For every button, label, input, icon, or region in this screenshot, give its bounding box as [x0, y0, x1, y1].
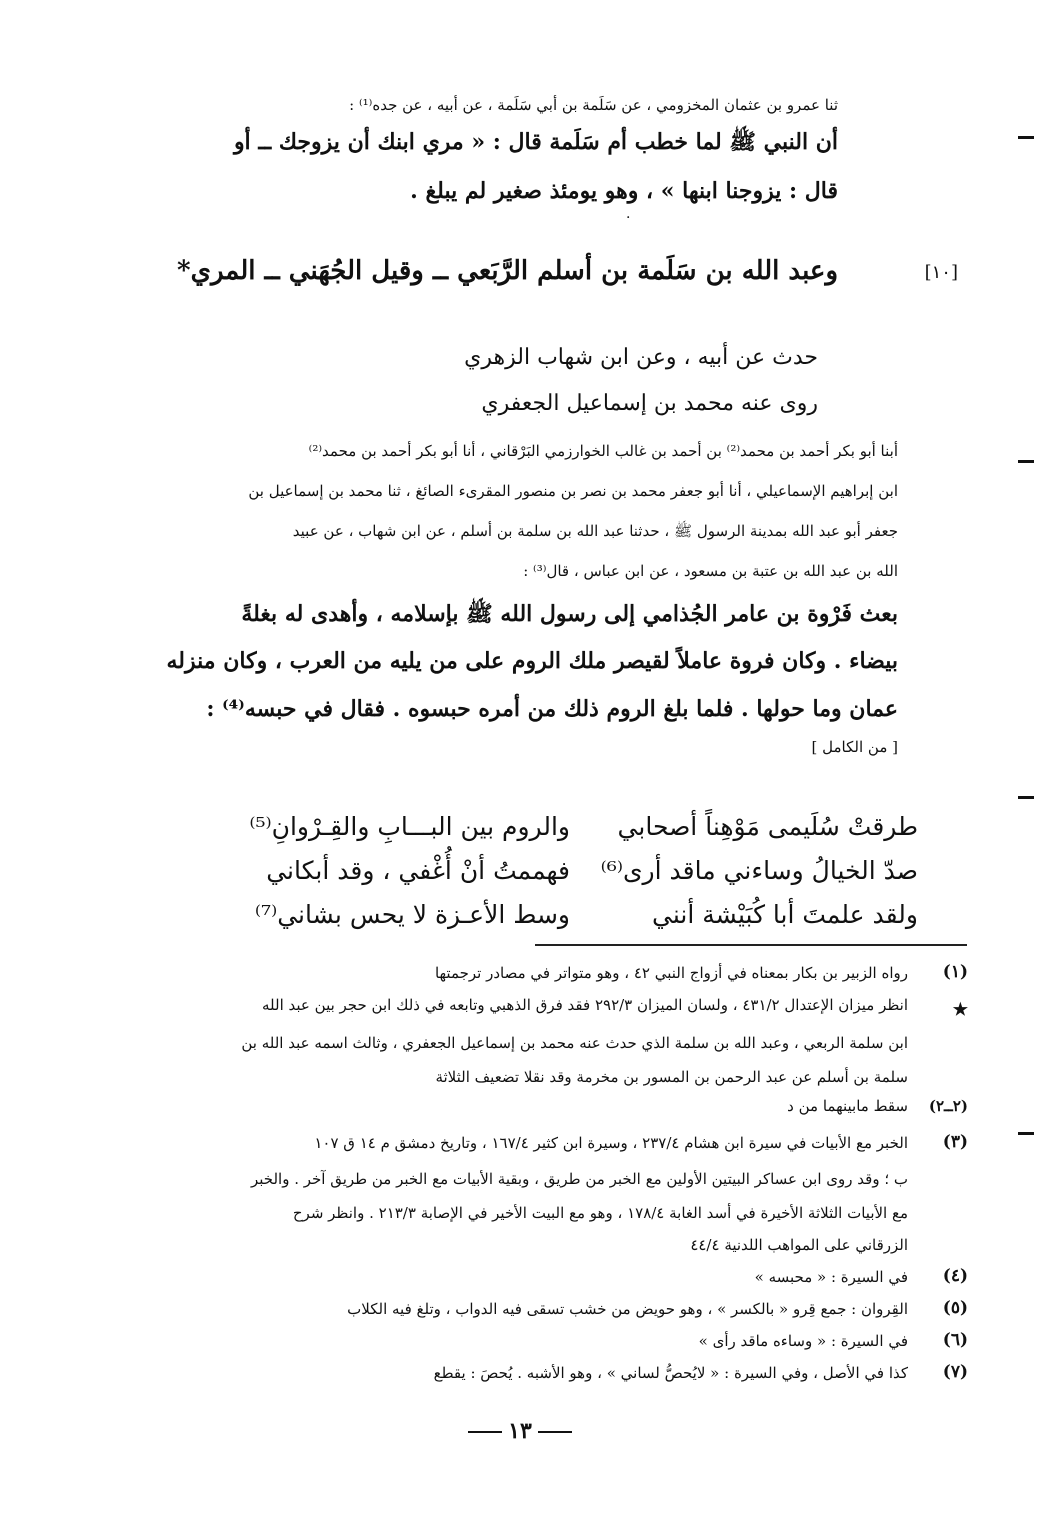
page-number-dash — [538, 1431, 572, 1433]
top-isnad: ثنا عمرو بن عثمان المخزومي ، عن سَلَمة بن أبي سَلَمة ، عن أبيه ، عن جده⁽¹⁾ : — [349, 96, 838, 114]
footnote-text: رواه الزبير بن بكار بمعناه في أزواج النبي ٤٢ ، وهو متواتر في مصادر ترجمتها — [434, 964, 908, 982]
matn-line: بعث فَرْوة بن عامر الجُذامي إلى رسول الله ﷺ بإسلامه ، وأهدى له بغلةً — [241, 601, 898, 627]
footnote-text: مع الأبيات الثلاثة الأخيرة في أسد الغابة ١٧٨/٤ ، وهو مع البيت الأخير في الإصابة ٢١٣/٣ . وانظر شرح — [292, 1204, 908, 1222]
footnote-star: ★ — [952, 1000, 968, 1020]
footnote-text: سلمة بن أسلم عن عبد الرحمن بن المسور بن مخرمة وقد نقلا تضعيف الثلاثة — [435, 1068, 908, 1086]
footnote-number: (٢ــ٢) — [928, 1097, 968, 1115]
ornament-dot: · — [626, 210, 631, 226]
verse-second-hemistich: والروم بين البـــابِ والقِـرْوانِ⁽⁵⁾ — [249, 812, 570, 841]
isnad-line: الله بن عبد الله بن عتبة بن مسعود ، عن ابن عباس ، قال⁽³⁾ : — [523, 562, 898, 580]
margin-mark — [1018, 460, 1034, 463]
footnote-text: كذا في الأصل ، وفي السيرة : « لايُحصُّ لساني » ، وهو الأشبه . يُحصَ : يقطع — [433, 1364, 908, 1382]
top-matn-line: قال : يزوجنا ابنها » ، وهو يومئذ صغير لم يبلغ . — [410, 178, 838, 204]
footnote-number: (١) — [942, 962, 968, 982]
footnote-text: انظر ميزان الإعتدال ٤٣١/٢ ، ولسان الميزان ٢٩٢/٣ فقد فرق الذهبي وتابعه في ذلك ابن حجر بين عبد الله — [262, 996, 908, 1014]
footnote-number: (٣) — [942, 1132, 968, 1152]
entry-title: وعبد الله بن سَلَمة بن أسلم الرَّبَعي ــ وقيل الجُهَني ــ المري* — [177, 256, 838, 286]
footnote-number: (٦) — [942, 1330, 968, 1350]
footnote-number: (٥) — [942, 1298, 968, 1318]
footnote-text: الخبر مع الأبيات في سيرة ابن هشام ٢٣٧/٤ ، وسيرة ابن كثير ١٦٧/٤ ، وتاريخ دمشق م ١٤ ق ١٠٧ — [314, 1134, 908, 1152]
footnote-text: سقط مابينهما من د — [787, 1097, 908, 1115]
page-number-dash — [468, 1431, 502, 1433]
matn-line: بيضاء . وكان فروة عاملاً لقيصر ملك الروم على من يليه من العرب ، وكان منزله — [166, 648, 898, 674]
isnad-line: جعفر أبو عبد الله بمدينة الرسول ﷺ ، حدثنا عبد الله بن سلمة بن أسلم ، عن ابن شهاب ، عن عبيد — [292, 522, 898, 540]
footnote-number: (٧) — [942, 1362, 968, 1382]
footnote-text: في السيرة : « وساءه ماقد رأى » — [698, 1332, 908, 1350]
matn-line: عمان وما حولها . فلما بلغ الروم ذلك من أمره حبسوه . فقال في حبسه⁽⁴⁾ : — [206, 696, 898, 722]
top-matn-line: أن النبي ﷺ لما خطب أم سَلَمة قال : « مري ابنك أن يزوجك ــ أو — [233, 129, 838, 155]
bio-line: روى عنه محمد بن إسماعيل الجعفري — [481, 391, 818, 416]
meter-label: [ من الكامل ] — [811, 738, 898, 756]
footnote-text: القِروان : جمع قِرو « بالكسر » ، وهو حويض من خشب تسقى فيه الدواب ، وتلغ فيه الكلاب — [347, 1300, 908, 1318]
page-number — [0, 1418, 1040, 1444]
verse-first-hemistich: صدّ الخيالُ وساءني ماقد أرى⁽⁶⁾ — [600, 856, 918, 885]
footnote-text: ابن سلمة الربعي ، وعبد الله بن سلمة الذي حدث عنه محمد بن إسماعيل الجعفري ، وثالث اسمه عبد الله بن — [241, 1034, 908, 1052]
entry-number: [١٠] — [924, 262, 958, 283]
footnote-text: في السيرة : « محبسه » — [754, 1268, 908, 1286]
footnote-number: (٤) — [942, 1266, 968, 1286]
bio-line: حدث عن أبيه ، وعن ابن شهاب الزهري — [464, 345, 818, 370]
margin-mark — [1018, 1132, 1034, 1135]
margin-mark — [1018, 796, 1034, 799]
margin-mark — [1018, 136, 1034, 139]
verse-first-hemistich: طرقتْ سُلَيمى مَوْهِناً أصحابي — [617, 812, 918, 841]
isnad-line: ابن إبراهيم الإسماعيلي ، أنا أبو جعفر محمد بن نصر بن منصور المقرىء الصائغ ، ثنا محمد بن إسماعيل بن — [248, 482, 898, 500]
footnote-text: ب ؛ وقد روى ابن عساكر البيتين الأولين مع الخبر من طريق ، وبقية الأبيات مع الخبر من طريق آخر . والخبر — [250, 1170, 908, 1188]
verse-second-hemistich: وسط الأعـزة لا يحس بشاني⁽⁷⁾ — [254, 900, 570, 929]
isnad-line: أبنا أبو بكر أحمد بن محمد⁽²⁾ بن أحمد بن غالب الخوارزمي البَرْقاني ، أنا أبو بكر أحمد بن محمد⁽²⁾ — [308, 442, 898, 460]
footnote-divider — [535, 944, 967, 946]
verse-first-hemistich: ولقد علمتَ أبا كُبَيْشة أنني — [652, 900, 918, 929]
footnote-text: الزرقاني على المواهب اللدنية ٤٤/٤ — [690, 1236, 908, 1254]
verse-second-hemistich: فهممتُ أنْ أُغْفي ، وقد أبكاني — [266, 856, 570, 885]
page-number-value: ١٣ — [508, 1418, 532, 1444]
